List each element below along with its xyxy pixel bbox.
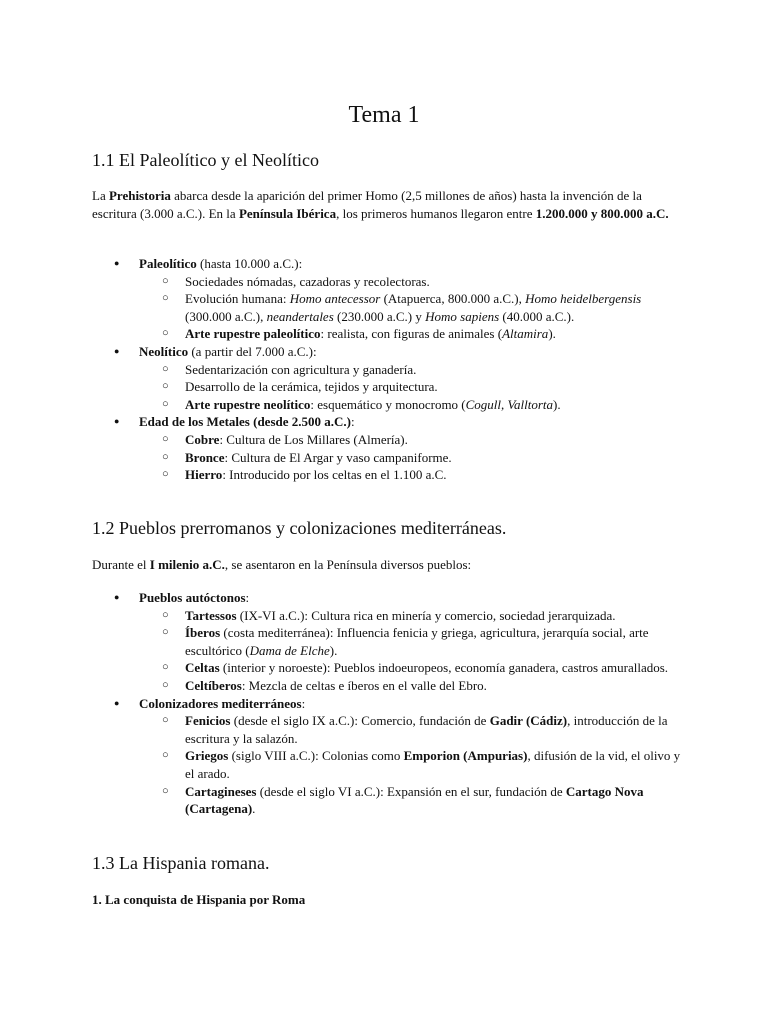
- section-1-1-list: [92, 255, 682, 484]
- page-title: Tema 1: [348, 102, 420, 128]
- list-item: ○ Cobre: Cultura de Los Millares (Almería).: [139, 431, 682, 449]
- list-item: ○ Sedentarización con agricultura y ganadería.: [139, 361, 682, 379]
- list-item: ○ Evolución humana: Homo antecessor (Atapuerca, 800.000 a.C.), Homo heidelbergensis (300.000 a.C.), neandertales (230.000 a.C.) y Homo sapiens (40.000 a.C.).: [139, 290, 682, 325]
- section-heading-1-1: 1.1 El Paleolítico y el Neolítico: [92, 150, 319, 170]
- list-item: ○ Fenicios (desde el siglo IX a.C.): Comercio, fundación de Gadir (Cádiz), introducción de la escritura y la salazón.: [139, 712, 682, 747]
- section-1-2-intro: Durante el I milenio a.C., se asentaron en la Península diversos pueblos:: [92, 557, 472, 572]
- section-heading-1-3: 1.3 La Hispania romana.: [92, 853, 270, 873]
- list-item: ○ Bronce: Cultura de El Argar y vaso campaniforme.: [139, 449, 682, 467]
- list-item-paleolitico: ● Paleolítico (hasta 10.000 a.C.): ○ Sociedades nómadas, cazadoras y recolectoras. ○ Evolución humana: Homo antecessor (Atapuerca, 800.000 a.C.), Homo heidelbergensis (300.000 a.C.), neandertales (230.000 a.C.) y Homo sapiens (40.000 a.C.). ○ Arte rupestre paleolítico: realista, con figuras de animales (Altamira).: [92, 255, 682, 343]
- list-item: ○ Tartessos (IX-VI a.C.): Cultura rica en minería y comercio, sociedad jerarquizada.: [139, 607, 682, 625]
- list-item: ○ Sociedades nómadas, cazadoras y recolectoras.: [139, 273, 682, 291]
- subheading-conquista: 1. La conquista de Hispania por Roma: [92, 892, 306, 907]
- list-item: ○ Íberos (costa mediterránea): Influencia fenicia y griega, agricultura, jerarquía social, arte escultórico (Dama de Elche).: [139, 624, 682, 659]
- list-item: ○ Arte rupestre neolítico: esquemático y monocromo (Cogull, Valltorta).: [139, 396, 682, 414]
- list-item-edad-metales: ● Edad de los Metales (desde 2.500 a.C.): ○ Cobre: Cultura de Los Millares (Almería). ○ Bronce: Cultura de El Argar y vaso campaniforme. ○ Hierro: Introducido por los celtas en el 1.100 a.C.: [92, 413, 682, 483]
- list-item: ○ Celtíberos: Mezcla de celtas e íberos en el valle del Ebro.: [139, 677, 682, 695]
- list-item: ○ Arte rupestre paleolítico: realista, con figuras de animales (Altamira).: [139, 325, 682, 343]
- section-1-1-intro: La Prehistoria abarca desde la aparición del primer Homo (2,5 millones de años) hasta la invención de la escritura (3.000 a.C.). En la Península Ibérica, los primeros humanos llegaron entre 1.200.000 y 800.000 a.C.: [92, 188, 669, 221]
- list-item: ○ Griegos (siglo VIII a.C.): Colonias como Emporion (Ampurias), difusión de la vid, el olivo y el arado.: [139, 747, 682, 782]
- list-item-colonizadores: ● Colonizadores mediterráneos: ○ Fenicios (desde el siglo IX a.C.): Comercio, fundación de Gadir (Cádiz), introducción de la escritura y la salazón. ○ Griegos (siglo VIII a.C.): Colonias como Emporion (Ampurias), difusión de la vid, el olivo y el arado. ○ Cartagineses (desde el siglo VI a.C.): Expansión en el sur, fundación de Cartago Nova (Cartagena).: [92, 695, 682, 818]
- section-heading-1-2: 1.2 Pueblos prerromanos y colonizaciones mediterráneas.: [92, 518, 507, 538]
- list-item: ○ Celtas (interior y noroeste): Pueblos indoeuropeos, economía ganadera, castros amurallados.: [139, 659, 682, 677]
- list-item: ○ Hierro: Introducido por los celtas en el 1.100 a.C.: [139, 466, 682, 484]
- list-item: ○ Cartagineses (desde el siglo VI a.C.): Expansión en el sur, fundación de Cartago Nova (Cartagena).: [139, 783, 682, 818]
- list-item-neolitico: ● Neolítico (a partir del 7.000 a.C.): ○ Sedentarización con agricultura y ganadería. ○ Desarrollo de la cerámica, tejidos y arquitectura. ○ Arte rupestre neolítico: esquemático y monocromo (Cogull, Valltorta).: [92, 343, 682, 413]
- list-item: ○ Desarrollo de la cerámica, tejidos y arquitectura.: [139, 378, 682, 396]
- list-item-pueblos-autoctonos: ● Pueblos autóctonos: ○ Tartessos (IX-VI a.C.): Cultura rica en minería y comercio, sociedad jerarquizada. ○ Íberos (costa mediterránea): Influencia fenicia y griega, agricultura, jerarquía social, arte escultórico (Dama de Elche). ○ Celtas (interior y noroeste): Pueblos indoeuropeos, economía ganadera, castros amurallados. ○ Celtíberos: Mezcla de celtas e íberos en el valle del Ebro.: [92, 589, 682, 695]
- section-1-2-list: [92, 589, 682, 818]
